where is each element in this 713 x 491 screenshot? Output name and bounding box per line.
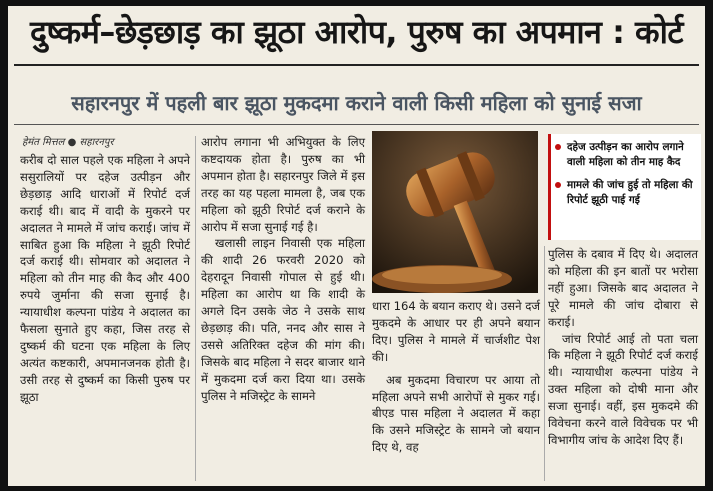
article-column-2 bbox=[201, 134, 365, 405]
gavel-icon bbox=[372, 131, 538, 293]
headline: दुष्कर्म–छेड़छाड़ का झूठा आरोप, पुरुष का अपमान : कोर्ट bbox=[30, 13, 683, 51]
column-divider bbox=[195, 136, 196, 481]
column-4-text: पुलिस के दबाव में दिए थे। अदालत को महिला की इन बातों पर भरोसा नहीं हुआ। जिसके बाद अदालत ने पूरे मामले की जांच दोबारा से कराई। bbox=[548, 247, 698, 329]
gavel-photo bbox=[372, 131, 538, 293]
highlight-item: मामले की जांच हुई तो महिला की रिपोर्ट झूठी पाई गई bbox=[555, 178, 697, 208]
highlights-box bbox=[548, 134, 701, 240]
column-1-text: करीब दो साल पहले एक महिला ने अपने ससुरालियों पर दहेज उत्पीड़न और छेड़छाड़ आदि धाराओं में रिपोर्ट दर्ज कराई थी। बाद में वादी के मुकरने पर अदालत ने मामले में जांच कराई। जांच में साबित हुआ कि महिला ने झूठी रिपोर्ट दर्ज कराई थी। सोमवार को अदालत ने महिला को तीन माह की कैद और 400 रुपये जुर्माना की सजा सुनाई है। न्यायाधीश कल्पना पांडेय ने अदालत का फैसला सुनाते हुए कहा, जिस तरह से दुष्कर्म की घटना एक महिला के लिए अत्यंत कष्टकारी, अपमानजनक होती है। उसी तरह से दुष्कर्म का किसी पुरुष पर झूठा bbox=[20, 153, 190, 404]
column-3-text: धारा 164 के बयान कराए थे। उसने दर्ज मुकदमे के आधार पर ही अपने बयान दिए। पुलिस ने मामले में चार्जशीट पेश की। bbox=[372, 299, 540, 364]
headline-rule bbox=[14, 64, 699, 66]
article-column-4 bbox=[548, 246, 698, 449]
column-3-text-b: अब मुकदमा विचारण पर आया तो महिला अपने सभी आरोपों से मुकर गई। बीएड पास महिला ने अदालत में कहा कि उसने मजिस्ट्रेट के सामने जो बयान दिए थे, वह bbox=[372, 372, 540, 455]
highlight-item: दहेज उत्पीड़न का आरोप लगाने वाली महिला को तीन माह कैद bbox=[555, 140, 697, 170]
article-column-3 bbox=[372, 298, 540, 456]
article-column-1 bbox=[20, 152, 190, 406]
subheadline: सहारनपुर में पहली बार झूठा मुकदमा कराने वाली किसी महिला को सुनाई सजा bbox=[71, 91, 642, 115]
column-2-text: आरोप लगाना भी अभियुक्त के लिए कष्टदायक होता है। पुरुष का भी अपमान होता है। सहारनपुर जिले में इस तरह का यह पहला मामला है, जब एक महिला को झूठी रिपोर्ट दर्ज कराने के आरोप में सजा सुनाई गई है। bbox=[201, 135, 365, 234]
subhead-rule bbox=[14, 124, 699, 125]
column-4-text-b: जांच रिपोर्ट आई तो पता चला कि महिला ने झूठी रिपोर्ट दर्ज कराई थी। न्यायाधीश कल्पना पांडेय ने उक्त महिला को दोषी माना और सजा सुनाई। वहीं, इस मुकदमे की विवेचना करने वाले विवेचक पर भी विभागीय जांच के आदेश दिए हैं। bbox=[548, 331, 698, 447]
column-2-text-b: खलासी लाइन निवासी एक महिला की शादी 26 फरवरी 2020 को देहरादून निवासी गोपाल से हुई थी। महिला का आरोप था कि शादी के अगले दिन उसके जेठ ने उसके साथ छेड़छाड़ की। पति, ननद और सास ने उससे अतिरिक्त दहेज की मांग की। जिसके बाद महिला ने सदर बाजार थाने में मुकदमा दर्ज करा दिया था। उसके पुलिस ने मजिस्ट्रेट के सामने bbox=[201, 236, 365, 403]
column-divider bbox=[544, 246, 545, 481]
newspaper-clipping bbox=[8, 6, 705, 486]
byline: हेमंत मित्तल ● सहारनपुर bbox=[22, 137, 114, 148]
